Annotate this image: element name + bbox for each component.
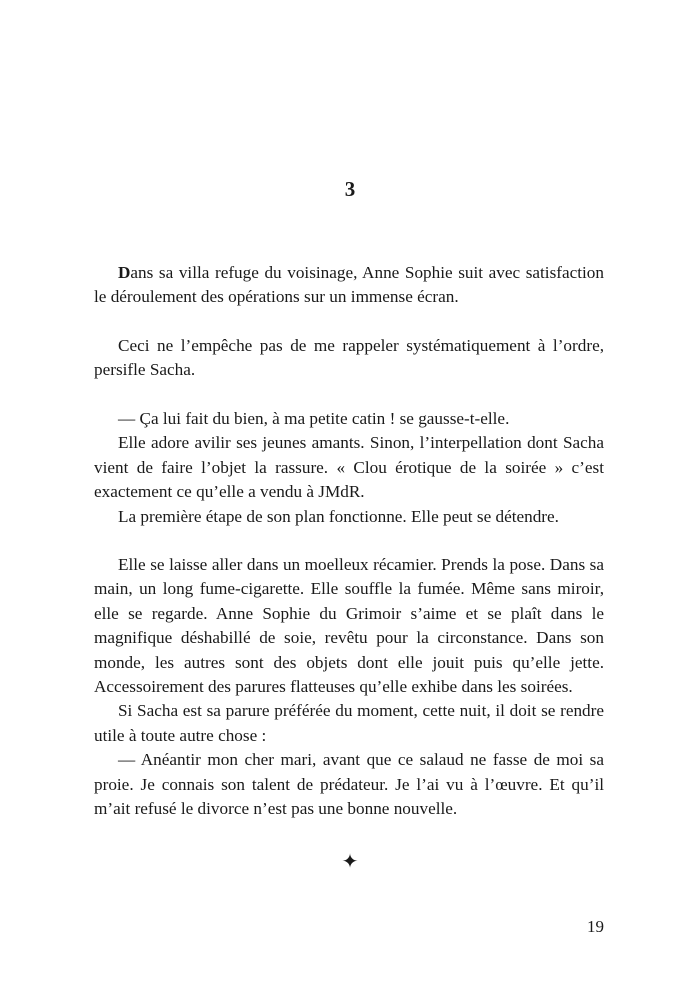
paragraph	[94, 261, 604, 310]
section-2	[94, 334, 604, 383]
section-4	[94, 553, 604, 821]
section-3	[94, 407, 604, 529]
paragraph: Elle se laisse aller dans un moelleux récamier. Prends la pose. Dans sa main, un long fume-cigarette. Elle souffle la fumée. Même sans miroir, elle se regarde. Anne Sophie du Grimoir s’aime et se plaît dans le magnifique déshabillé de soie, revêtu pour la circonstance. Dans son monde, les autres sont des objets dont elle jouit puis qu’elle jette. Accessoirement des parures flatteuses qu’elle exhibe dans les soirées.	[94, 555, 604, 697]
paragraph: Elle adore avilir ses jeunes amants. Sinon, l’interpellation dont Sacha vient de faire l’objet la rassure. « Clou érotique de la soirée » c’est exactement ce qu’elle a vendu à JMdR.	[94, 433, 604, 502]
paragraph: — Anéantir mon cher mari, avant que ce salaud ne fasse de moi sa proie. Je connais son talent de prédateur. Je l’ai vu à l’œuvre. Et qu’il m’ait refusé le divorce n’est pas une bonne nouvelle.	[94, 750, 604, 819]
section-break-ornament: ✦	[341, 851, 359, 873]
page-number: 19	[587, 917, 604, 936]
section-1	[94, 261, 604, 310]
paragraph: La première étape de son plan fonctionne. Elle peut se détendre.	[118, 506, 559, 526]
chapter-number: 3	[344, 177, 356, 201]
paragraph: — Ça lui fait du bien, à ma petite catin ! se gausse-t-elle.	[118, 409, 510, 428]
drop-cap: D	[118, 263, 131, 282]
paragraph: Si Sacha est sa parure préférée du moment, cette nuit, il doit se rendre utile à toute autre chose :	[94, 701, 604, 745]
paragraph-text: ans sa villa refuge du voisinage, Anne Sophie suit avec satisfaction le déroulement des opérations sur un immense écran.	[94, 263, 604, 307]
paragraph: Ceci ne l’empêche pas de me rappeler systématiquement à l’ordre, persifle Sacha.	[94, 336, 604, 380]
